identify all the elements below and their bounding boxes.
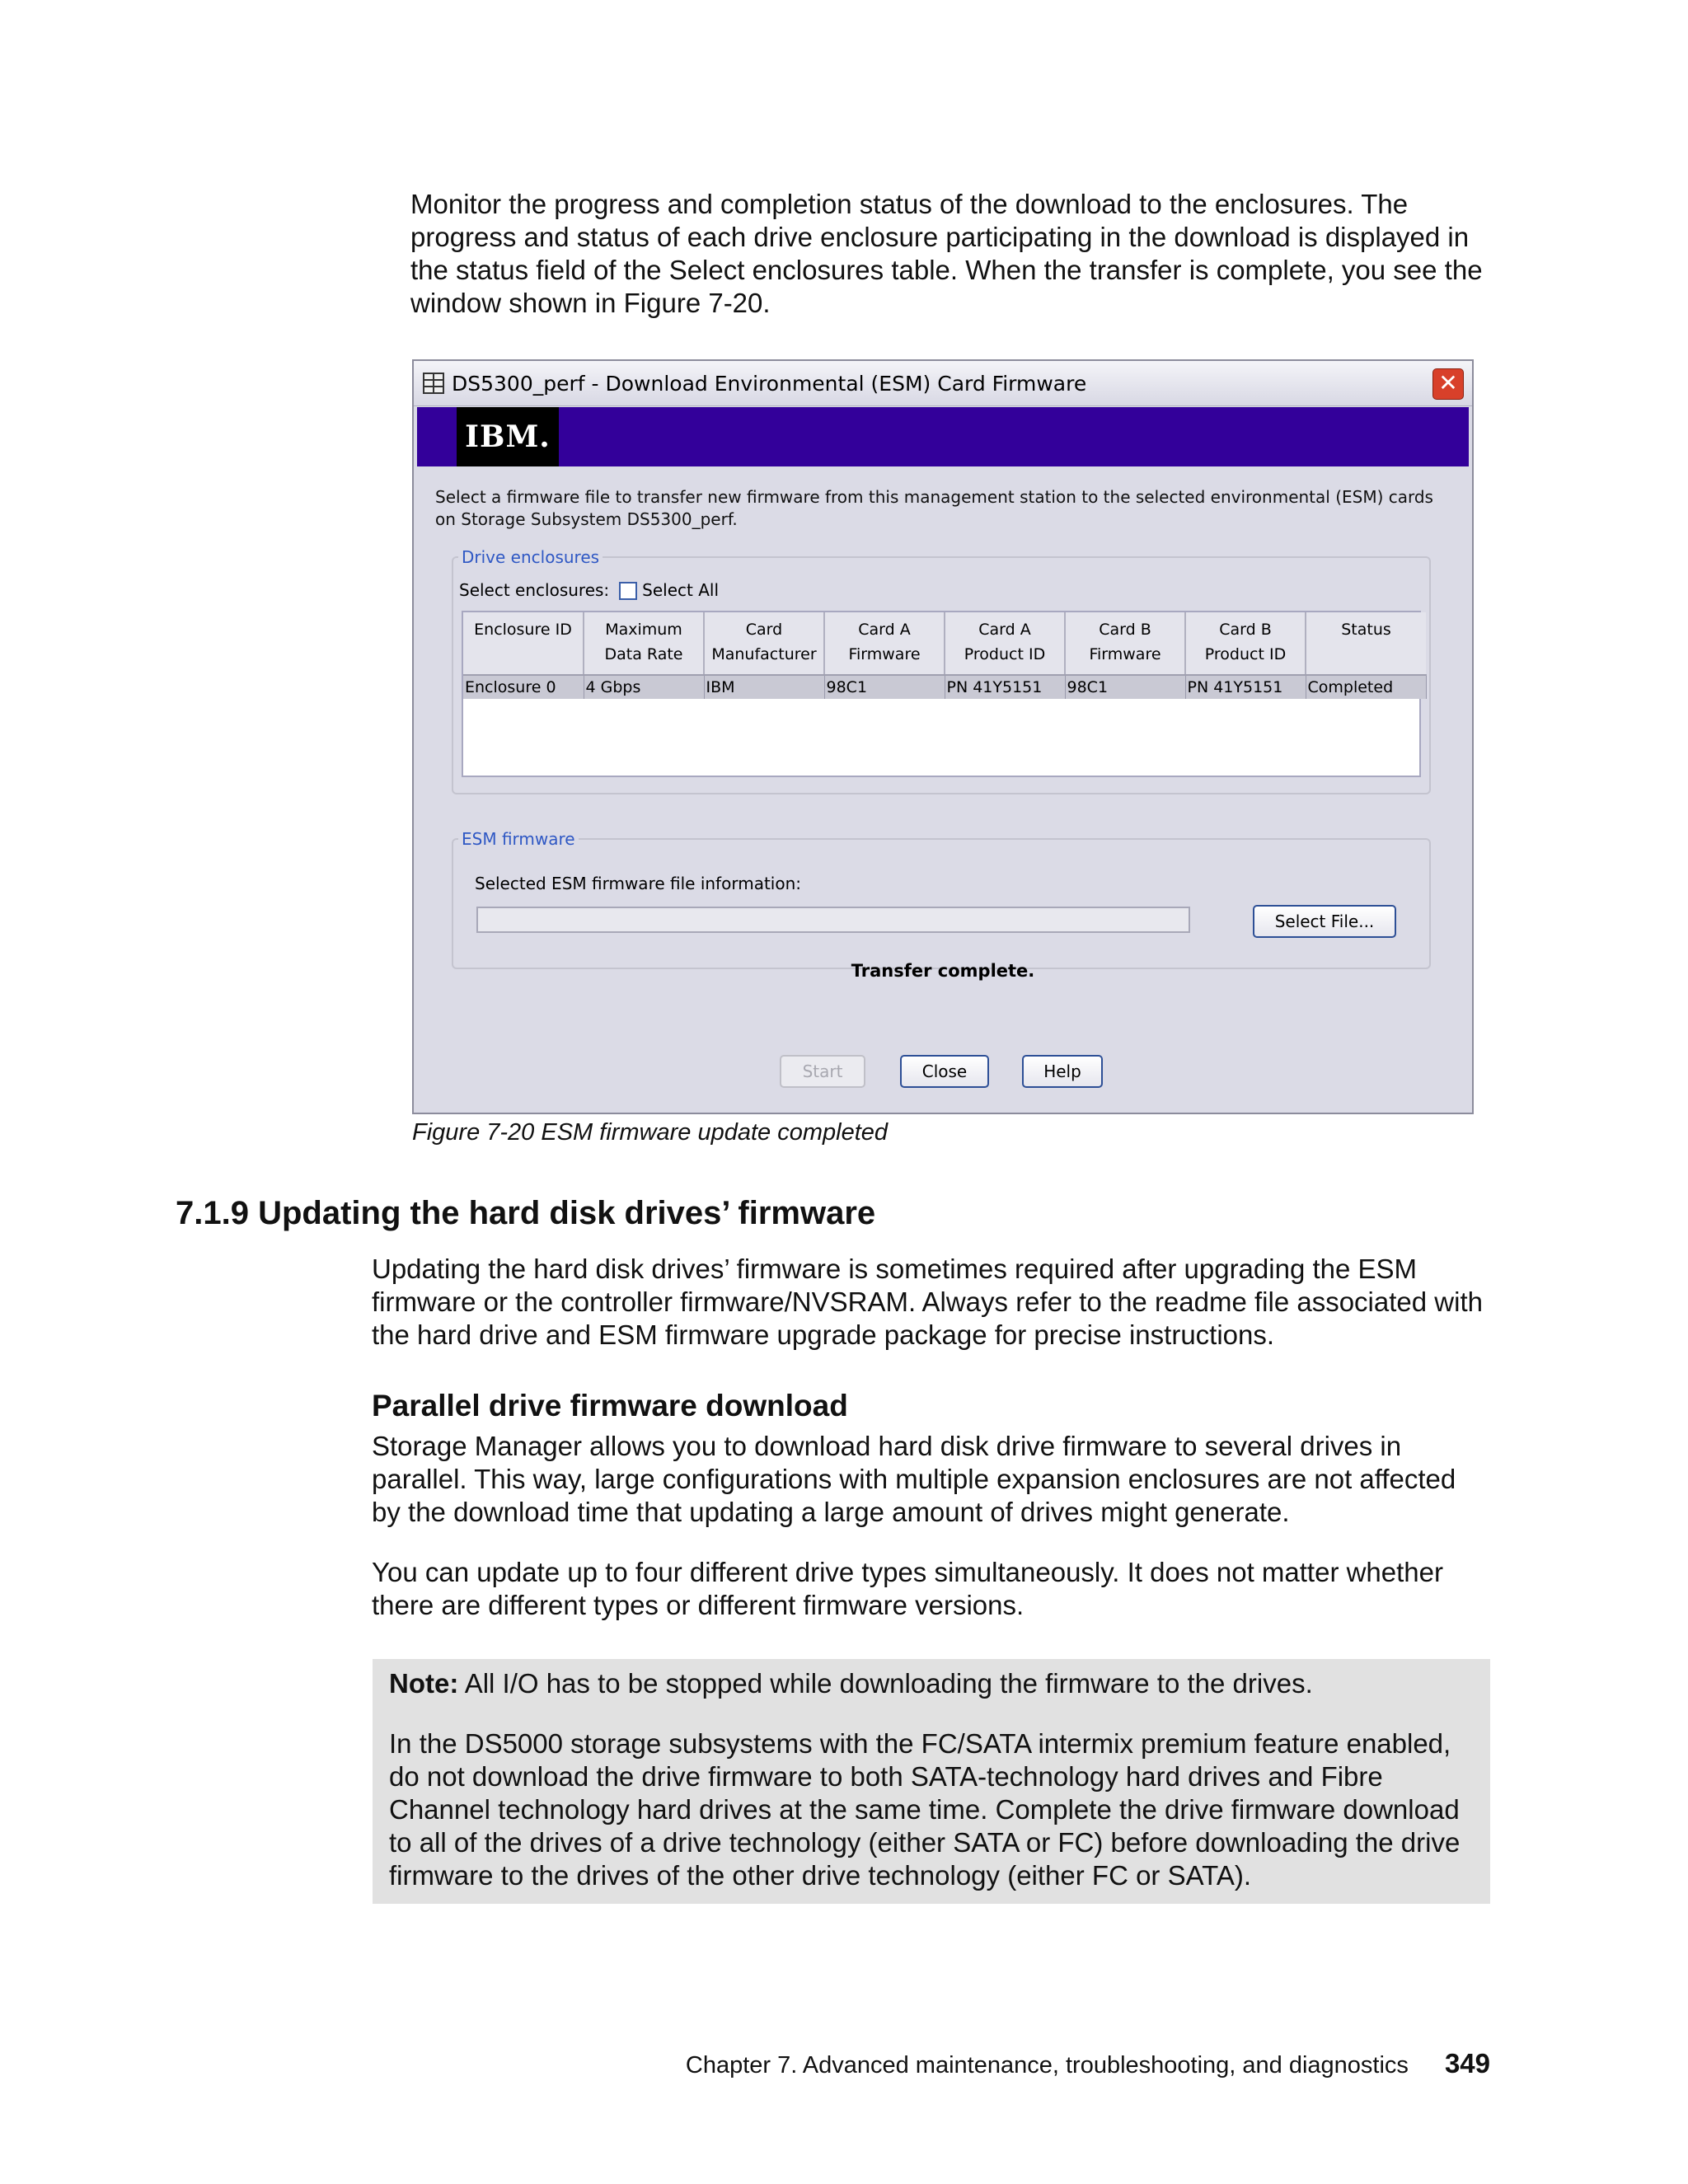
table-row[interactable] [463, 675, 1426, 699]
subsection-heading: Parallel drive firmware download [372, 1389, 848, 1422]
ibm-banner [417, 407, 1469, 466]
close-window-button[interactable] [1432, 368, 1464, 400]
column-header[interactable]: Card Manufacturer [704, 612, 824, 675]
table-cell: PN 41Y5151 [1185, 675, 1306, 699]
table-cell: 4 Gbps [584, 675, 704, 699]
esm-firmware-group [452, 829, 1431, 969]
column-header[interactable]: Maximum Data Rate [584, 612, 704, 675]
dialog-titlebar [414, 361, 1472, 406]
select-all-label[interactable]: Select All [642, 580, 720, 600]
close-icon: ✕ [1438, 369, 1458, 396]
table-cell: PN 41Y5151 [945, 675, 1065, 699]
start-button[interactable]: Start [780, 1055, 865, 1088]
intro-paragraph: Monitor the progress and completion status of the download to the enclosures. The progress and status of each drive enclosure participating in the download is displayed in the status field of the Select enclosures table. When the transfer is complete, you see the window shown in Figure 7-20. [410, 189, 1483, 318]
column-header[interactable]: Card B Product ID [1185, 612, 1306, 675]
help-button[interactable]: Help [1022, 1055, 1103, 1088]
firmware-info-label: Selected ESM firmware file information: [475, 874, 801, 893]
column-header[interactable]: Card B Firmware [1065, 612, 1185, 675]
column-header[interactable]: Status [1306, 612, 1426, 675]
note-box [373, 1659, 1490, 1904]
note-text: All I/O has to be stopped while downloading the firmware to the drives. [464, 1668, 1313, 1699]
figure-caption: Figure 7-20 ESM firmware update completed [412, 1119, 889, 1146]
select-enclosures-row [459, 580, 719, 600]
esm-firmware-legend: ESM firmware [462, 829, 575, 849]
ibm-logo: IBM. [457, 407, 559, 466]
section-heading: 7.1.9 Updating the hard disk drives’ firmware [176, 1195, 876, 1231]
table-cell: Enclosure 0 [463, 675, 584, 699]
table-cell: 98C1 [824, 675, 945, 699]
dialog-title: DS5300_perf - Download Environmental (ESM) Card Firmware [452, 372, 1087, 396]
parallel-paragraph-1: Storage Manager allows you to download hard disk drive firmware to several drives in parallel. This way, large configurations with multiple expansion enclosures are not affected by the download time that updating a large amount of drives might generate. [372, 1431, 1456, 1527]
dialog-description: Select a firmware file to transfer new firmware from this management station to the selected environmental (ESM) cards on Storage Subsystem DS5300_perf. [435, 487, 1433, 529]
column-header[interactable]: Enclosure ID [463, 612, 584, 675]
column-header[interactable]: Card A Firmware [824, 612, 945, 675]
parallel-paragraph-2: You can update up to four different drive types simultaneously. It does not matter whether there are different types or different firmware versions. [372, 1557, 1444, 1620]
page-number: 349 [1444, 2048, 1490, 2079]
footer-chapter: Chapter 7. Advanced maintenance, troubleshooting, and diagnostics [685, 2052, 1409, 2079]
note-line [389, 1667, 1477, 1700]
table-cell: Completed [1306, 675, 1426, 699]
enclosures-table [462, 611, 1421, 777]
select-file-button[interactable]: Select File... [1253, 905, 1396, 938]
note-label: Note: [389, 1668, 459, 1699]
firmware-file-field [476, 907, 1190, 933]
select-enclosures-label: Select enclosures: [459, 580, 610, 600]
column-header[interactable]: Card A Product ID [945, 612, 1065, 675]
page-footer [659, 2048, 1490, 2081]
esm-firmware-dialog [412, 359, 1474, 1114]
drive-enclosures-legend: Drive enclosures [462, 547, 600, 567]
table-cell: 98C1 [1065, 675, 1185, 699]
storage-subsystem-icon [422, 372, 445, 395]
table-cell: IBM [704, 675, 824, 699]
select-all-checkbox[interactable] [619, 582, 637, 600]
transfer-status: Transfer complete. [851, 961, 1035, 981]
note-paragraph: In the DS5000 storage subsystems with the FC/SATA intermix premium feature enabled, do not download the drive firmware to both SATA-technology hard drives and Fibre Channel technology hard drives at the same time. Complete the drive firmware download to all of the drives of a drive technology (either SATA or FC) before downloading the drive firmware to the drives of the other drive technology (either FC or SATA). [389, 1728, 1461, 1891]
table-header-row [463, 612, 1426, 675]
section-paragraph: Updating the hard disk drives’ firmware is sometimes required after upgrading the ESM firmware or the controller firmware/NVSRAM. Always refer to the readme file associated with the hard drive and ESM firmware upgrade package for precise instructions. [372, 1254, 1483, 1350]
close-button[interactable]: Close [900, 1055, 989, 1088]
